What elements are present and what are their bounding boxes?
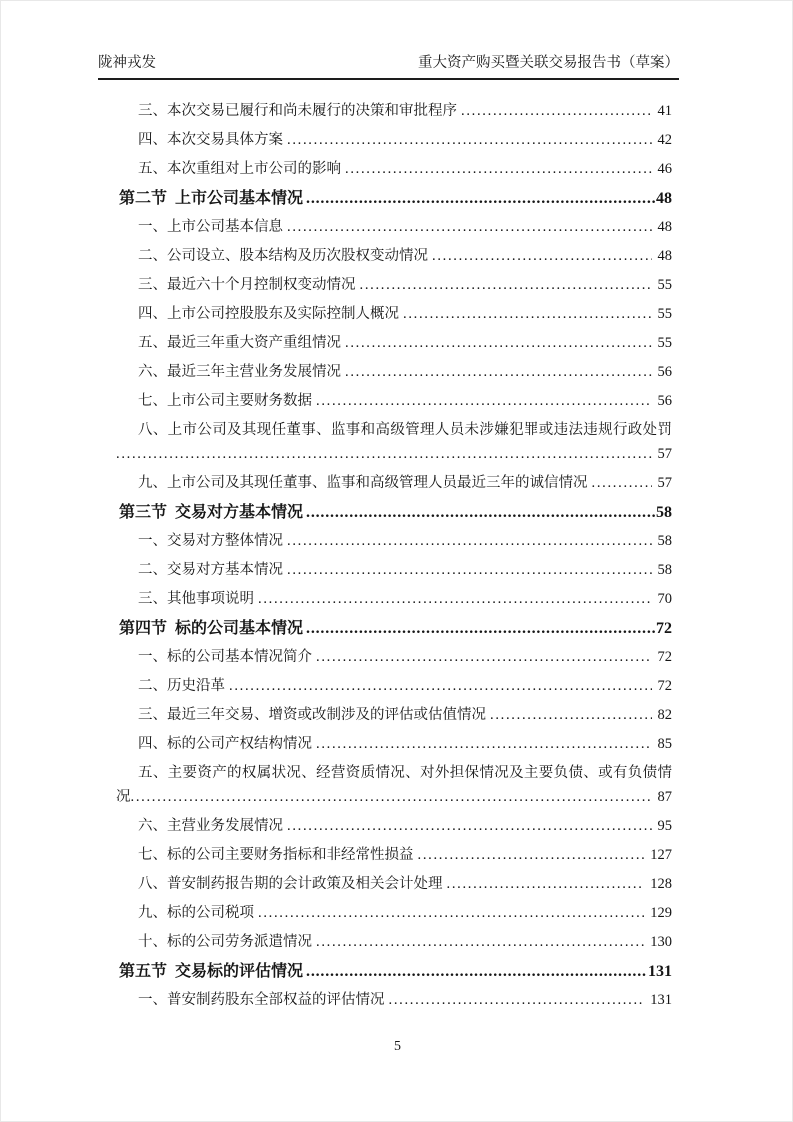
dot-leader: [316, 732, 652, 756]
toc-entry-title: 一、普安制药股东全部权益的评估情况: [138, 992, 385, 1008]
toc-page-number: 131: [650, 992, 672, 1008]
dot-leader: [592, 471, 652, 495]
toc-page-number: 95: [657, 818, 672, 834]
toc-entry-title: 二、历史沿革: [138, 678, 225, 694]
dot-leader: [316, 645, 652, 669]
toc-item-row[interactable]: [138, 814, 672, 838]
toc-page-number: 82: [657, 707, 672, 723]
toc-item-row[interactable]: [138, 302, 672, 326]
toc-entry-title: 第二节 上市公司基本情况: [119, 190, 304, 207]
toc-item-row[interactable]: [138, 843, 672, 867]
dot-leader: [258, 587, 652, 611]
dot-leader: [306, 616, 655, 641]
toc-item-row[interactable]: [138, 244, 672, 268]
toc-item-row[interactable]: [138, 558, 672, 582]
dot-leader: [432, 244, 652, 268]
toc-page-number: 56: [657, 393, 672, 409]
toc-page-number: 58: [657, 533, 672, 549]
toc-item-row[interactable]: [138, 128, 672, 152]
toc-entry-title: 七、标的公司主要财务指标和非经常性损益: [138, 847, 414, 863]
toc-page-number: 130: [650, 934, 672, 950]
toc-page-number: 128: [650, 876, 672, 892]
toc-item-row[interactable]: [138, 99, 672, 123]
toc-page-number: 48: [657, 248, 672, 264]
dot-leader: [345, 360, 652, 384]
toc-entry-title: 八、普安制药报告期的会计政策及相关会计处理: [138, 876, 443, 892]
dot-leader: [389, 988, 645, 1012]
toc-section-row[interactable]: [119, 186, 672, 211]
dot-leader: [229, 674, 652, 698]
toc-page-number: 72: [657, 678, 672, 694]
dot-leader: [306, 186, 655, 211]
toc-entry-title: 七、上市公司主要财务数据: [138, 393, 312, 409]
toc-item-row[interactable]: [138, 674, 672, 698]
toc-page-number: 127: [650, 847, 672, 863]
toc-page-number: 72: [656, 620, 672, 637]
toc-entry-title: 三、最近三年交易、增资或改制涉及的评估或估值情况: [138, 707, 486, 723]
toc-item-row[interactable]: [138, 703, 672, 727]
toc-entry-title: 五、最近三年重大资产重组情况: [138, 335, 341, 351]
toc-page-number: 57: [657, 475, 672, 491]
toc-entry-title: 五、本次重组对上市公司的影响: [138, 161, 341, 177]
toc-entry-title: 五、主要资产的权属状况、经营资质情况、对外担保情况及主要负债、或有负债情: [138, 765, 672, 781]
toc-entry-title: 六、最近三年主营业务发展情况: [138, 364, 341, 380]
toc-page-number: 57: [657, 446, 672, 462]
dot-leader: [345, 331, 652, 355]
dot-leader: [461, 99, 652, 123]
toc-page-number: 131: [648, 963, 672, 980]
table-of-contents: [98, 99, 679, 1017]
toc-item-row[interactable]: [116, 418, 672, 466]
toc-page-number: 48: [656, 190, 672, 207]
dot-leader: [287, 814, 652, 838]
header-company-name: 陇神戎发: [98, 55, 156, 71]
toc-entry-title: 第四节 标的公司基本情况: [119, 620, 304, 637]
dot-leader: [490, 703, 652, 727]
page-header: [98, 51, 679, 80]
toc-item-row[interactable]: [138, 930, 672, 954]
toc-entry-title: 二、交易对方基本情况: [138, 562, 283, 578]
toc-page-number: 70: [657, 591, 672, 607]
toc-entry-title: 四、标的公司产权结构情况: [138, 736, 312, 752]
dot-leader: [447, 872, 645, 896]
header-doc-title: 重大资产购买暨关联交易报告书（草案）: [418, 55, 679, 71]
toc-item-row[interactable]: [138, 872, 672, 896]
dot-leader: [316, 389, 652, 413]
toc-item-row[interactable]: [138, 215, 672, 239]
toc-page-number: 87: [657, 789, 672, 805]
dot-leader: [345, 157, 652, 181]
dot-leader: [287, 529, 652, 553]
toc-page-number: 85: [657, 736, 672, 752]
toc-entry-title: 三、其他事项说明: [138, 591, 254, 607]
toc-item-row[interactable]: [138, 471, 672, 495]
toc-entry-title: 十、标的公司劳务派遣情况: [138, 934, 312, 950]
toc-item-row[interactable]: [138, 360, 672, 384]
toc-page-number: 58: [656, 504, 672, 521]
toc-item-row[interactable]: [138, 587, 672, 611]
toc-entry-title: 六、主营业务发展情况: [138, 818, 283, 834]
toc-item-row[interactable]: [138, 157, 672, 181]
toc-item-row[interactable]: [138, 901, 672, 925]
toc-page-number: 55: [657, 277, 672, 293]
dot-leader: [306, 500, 655, 525]
toc-entry-title: 一、标的公司基本情况简介: [138, 649, 312, 665]
dot-leader: [403, 302, 652, 326]
dot-leader: [287, 558, 652, 582]
toc-entry-title: 二、公司设立、股本结构及历次股权变动情况: [138, 248, 428, 264]
toc-item-row[interactable]: [116, 761, 672, 809]
toc-item-row[interactable]: [138, 645, 672, 669]
toc-page-number: 41: [657, 103, 672, 119]
dot-leader: [316, 930, 644, 954]
toc-page-number: 56: [657, 364, 672, 380]
toc-page-number: 72: [657, 649, 672, 665]
dot-leader: [131, 785, 652, 809]
dot-leader: [287, 128, 652, 152]
toc-section-row[interactable]: [119, 616, 672, 641]
toc-entry-title: 八、上市公司及其现任董事、监事和高级管理人员未涉嫌犯罪或违法违规行政处罚: [138, 422, 672, 438]
toc-page-number: 55: [657, 306, 672, 322]
toc-item-row[interactable]: [138, 331, 672, 355]
dot-leader: [258, 901, 644, 925]
toc-page-number: 48: [657, 219, 672, 235]
toc-entry-title: 第五节 交易标的评估情况: [119, 963, 304, 980]
toc-page-number: 46: [657, 161, 672, 177]
toc-entry-title: 第三节 交易对方基本情况: [119, 504, 304, 521]
toc-page-number: 42: [657, 132, 672, 148]
toc-section-row[interactable]: [119, 500, 672, 525]
toc-item-row[interactable]: [138, 273, 672, 297]
toc-entry-carry: 况: [116, 789, 131, 805]
dot-leader: [287, 215, 652, 239]
toc-page-number: 58: [657, 562, 672, 578]
toc-entry-title: 三、本次交易已履行和尚未履行的决策和审批程序: [138, 103, 457, 119]
toc-item-row[interactable]: [138, 732, 672, 756]
toc-item-row[interactable]: [138, 988, 672, 1012]
toc-entry-title: 一、交易对方整体情况: [138, 533, 283, 549]
toc-entry-title: 四、本次交易具体方案: [138, 132, 283, 148]
dot-leader: [418, 843, 645, 867]
toc-entry-title: 一、上市公司基本信息: [138, 219, 283, 235]
dot-leader: [306, 959, 647, 984]
toc-entry-title: 四、上市公司控股股东及实际控制人概况: [138, 306, 399, 322]
toc-entry-title: 九、上市公司及其现任董事、监事和高级管理人员最近三年的诚信情况: [138, 475, 588, 491]
toc-entry-title: 三、最近六十个月控制权变动情况: [138, 277, 356, 293]
toc-item-row[interactable]: [138, 529, 672, 553]
toc-entry-title: 九、标的公司税项: [138, 905, 254, 921]
toc-page-number: 129: [650, 905, 672, 921]
toc-item-row[interactable]: [138, 389, 672, 413]
dot-leader: [116, 442, 652, 466]
dot-leader: [360, 273, 652, 297]
toc-page-number: 55: [657, 335, 672, 351]
toc-section-row[interactable]: [119, 959, 672, 984]
footer-page-number: 5: [394, 1039, 401, 1054]
